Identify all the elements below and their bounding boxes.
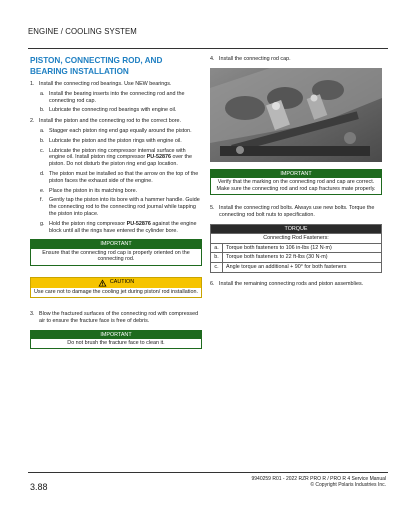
torque-row <box>211 253 382 263</box>
step-text: Install the connecting rod cap. <box>219 56 291 62</box>
sub-text <box>49 221 202 235</box>
torque-heading: TORQUE <box>211 224 382 234</box>
important-heading: IMPORTANT <box>31 331 201 339</box>
step-1a <box>30 91 202 105</box>
sub-letter: c. <box>40 147 45 154</box>
step-text: Install the connecting rod bearings. Use NEW bearings. <box>39 81 172 87</box>
footer-copyright: © Copyright Polaris Industries Inc. <box>310 482 386 489</box>
sub-text <box>49 148 202 168</box>
step-5 <box>210 205 382 219</box>
right-column <box>210 56 382 287</box>
step-1b <box>30 107 202 114</box>
sub-text-part: Hold the piston ring compressor <box>49 220 127 227</box>
sub-text: Place the piston in its matching bore. <box>49 187 138 194</box>
step-number: 5. <box>210 205 215 212</box>
sub-letter: g. <box>40 220 45 227</box>
sub-letter: b. <box>40 137 45 144</box>
caution-header <box>31 278 201 288</box>
step-6 <box>210 281 382 288</box>
step-number: 2. <box>30 118 35 125</box>
page-number: 3.88 <box>30 482 48 492</box>
step-text: Install the remaining connecting rods and piston assemblies. <box>219 280 364 287</box>
torque-table <box>210 224 382 273</box>
sub-letter: f. <box>40 197 43 204</box>
step-3 <box>30 311 202 325</box>
torque-row-letter: c. <box>211 262 223 272</box>
tool-number: PU-52876 <box>146 154 171 161</box>
sub-text-part: over the piston. Do not disturb the piston ring end gap location. <box>49 154 192 168</box>
step-text: Install the connecting rod bolts. Always use new bolts. Torque the connecting rod bolt nuts to specification. <box>219 205 375 218</box>
caution-notice <box>30 277 202 298</box>
step-number: 4. <box>210 56 215 62</box>
sub-text: The piston must be installed so that the arrow on the top of the piston faces the exhaust side of the engine. <box>49 170 199 184</box>
sub-text-part: against the engine block until all the rings have entered the cylinder bore. <box>49 220 197 234</box>
step-2 <box>30 118 202 125</box>
step-2d <box>30 171 202 185</box>
important-notice-orientation <box>30 239 202 265</box>
step-2a <box>30 128 202 135</box>
step-2g <box>30 221 202 235</box>
important-body: Ensure that the connecting rod cap is properly oriented on the connecting rod. <box>42 249 190 263</box>
torque-row-text: Torque both fasteners to 106 in-lbs (12 N·m) <box>223 243 382 253</box>
step-2c <box>30 148 202 168</box>
step-2f <box>30 197 202 217</box>
left-column <box>30 56 202 349</box>
sub-text: Install the bearing inserts into the connecting rod and the connecting rod cap. <box>49 90 185 104</box>
header-divider <box>28 48 388 49</box>
sub-text: Gently tap the piston into its bore with a hammer handle. Guide the connecting rod to the connecting rod journal while tapping the piston into place. <box>49 197 200 217</box>
footer-info <box>186 476 386 488</box>
caution-body: Use care not to damage the cooling jet during piston/ rod installation. <box>34 288 198 295</box>
sub-text: Lubricate the connecting rod bearings with engine oil. <box>49 107 177 114</box>
sub-text: Stagger each piston ring end gap equally around the piston. <box>49 127 192 134</box>
sub-text: Lubricate the piston and the piston rings with engine oil. <box>49 137 182 144</box>
sub-letter: d. <box>40 170 45 177</box>
important-body: Do not brush the fracture face to clean it. <box>67 339 165 346</box>
important-heading: IMPORTANT <box>31 240 201 248</box>
sub-letter: b. <box>40 107 45 114</box>
important-notice-fracture <box>30 330 202 350</box>
sub-text-part: Lubricate the piston ring compressor internal surface with engine oil. Install piston ring compressor <box>49 147 186 161</box>
sub-letter: e. <box>40 187 45 194</box>
step-1 <box>30 81 202 88</box>
step-text: Blow the fractured surfaces of the connecting rod with compressed air to ensure the fracture face is free of debris. <box>39 310 199 324</box>
torque-row <box>211 262 382 272</box>
page-header: ENGINE / COOLING SYSTEM <box>28 27 137 36</box>
step-number: 6. <box>210 280 215 287</box>
footer-manual-title: 9940259 R01 - 2022 RZR PRO R / PRO R 4 Service Manual <box>251 476 386 482</box>
torque-row <box>211 243 382 253</box>
step-2b <box>30 138 202 145</box>
sub-letter: a. <box>40 127 45 134</box>
step-number: 1. <box>30 81 35 87</box>
warning-triangle-icon <box>98 279 107 287</box>
sub-letter: a. <box>40 90 45 97</box>
footer-divider <box>28 472 388 473</box>
engine-block-illustration <box>210 68 382 162</box>
tool-number: PU-52876 <box>126 220 151 227</box>
connecting-rod-cap-photo <box>210 68 382 162</box>
torque-row-letter: b. <box>211 253 223 263</box>
step-2e <box>30 188 202 195</box>
caution-heading: CAUTION <box>109 279 135 286</box>
important-notice-marking <box>210 169 382 195</box>
torque-title: Connecting Rod Fasteners: <box>211 234 382 244</box>
step-text: Install the piston and the connecting rod to the correct bore. <box>39 118 182 125</box>
torque-row-text: Torque both fasteners to 22 ft-lbs (30 N·m) <box>223 253 382 263</box>
torque-row-text: Angle torque an additional + 90° for both fasteners <box>223 262 382 272</box>
important-heading: IMPORTANT <box>211 170 381 178</box>
torque-row-letter: a. <box>211 243 223 253</box>
important-body: Verify that the marking on the connecting rod and cap are correct. Make sure the connecting rod and rod cap fractures mate properly. <box>216 179 376 192</box>
section-title: PISTON, CONNECTING ROD, AND BEARING INSTALLATION <box>30 56 163 76</box>
step-4 <box>210 56 382 63</box>
step-number: 3. <box>30 310 35 317</box>
